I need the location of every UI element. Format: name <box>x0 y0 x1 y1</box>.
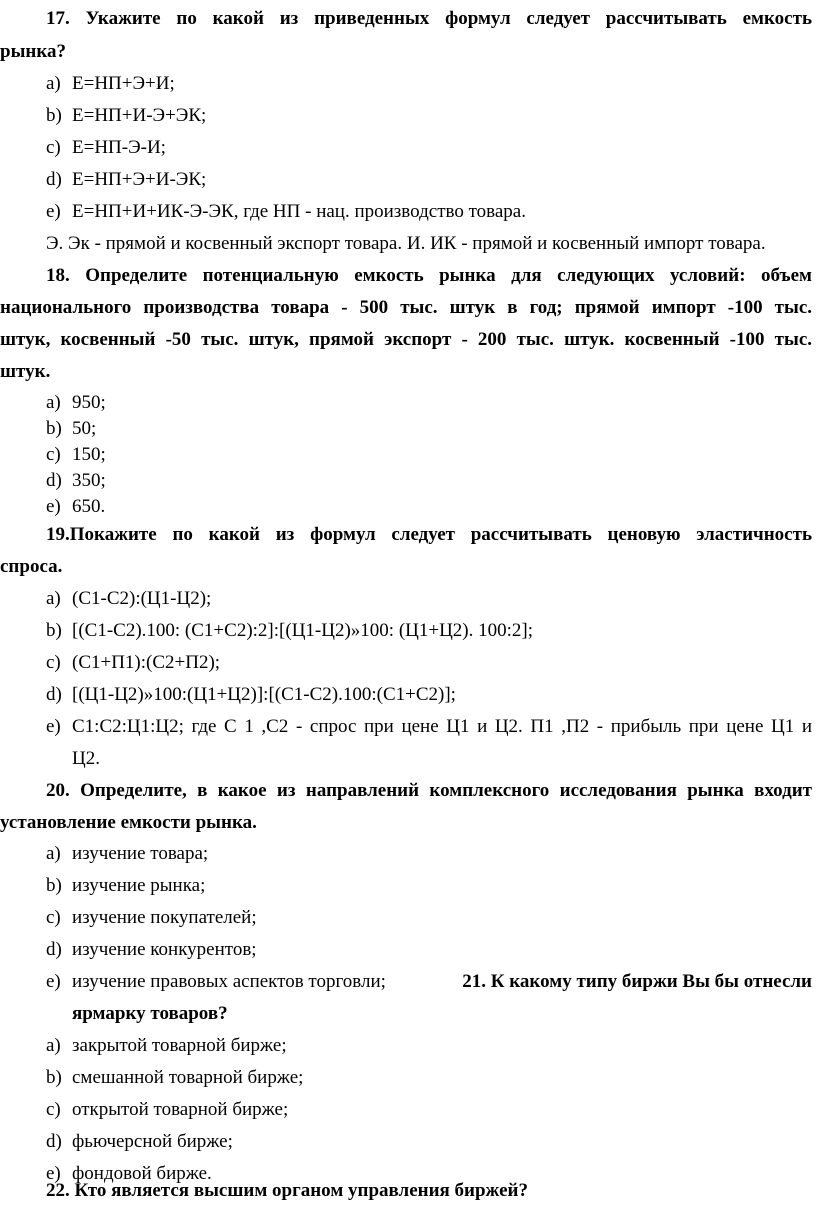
option-label: d) <box>46 684 62 705</box>
option-text: изучение конкурентов; <box>72 939 257 960</box>
option-text: изучение рынка; <box>72 875 206 896</box>
q20-title-line-1: 20. Определите, в какое из направлений комплексного исследования рынка входит <box>46 780 812 801</box>
q17-title-line-1: 17. Укажите по какой из приведенных формул следует рассчитывать емкость <box>46 8 812 29</box>
option-text: 950; <box>72 392 106 413</box>
option-label: c) <box>46 444 61 465</box>
option-label: a) <box>46 843 61 864</box>
option-text: закрытой товарной бирже; <box>72 1035 287 1056</box>
option-label: c) <box>46 907 61 928</box>
option-text: С1:С2:Ц1:Ц2; где С 1 ,С2 - спрос при цене Ц1 и Ц2. П1 ,П2 - прибыль при цене Ц1 и <box>72 716 812 737</box>
q19-option-e <box>46 716 812 738</box>
option-label: d) <box>46 1131 62 1152</box>
option-label: b) <box>46 1067 62 1088</box>
option-text: Е=НП-Э-И; <box>72 137 166 158</box>
option-label: b) <box>46 418 62 439</box>
option-text: фьючерсной бирже; <box>72 1131 233 1152</box>
q17-note: Э. Эк - прямой и косвенный экспорт товара. И. ИК - прямой и косвенный импорт товара. <box>46 233 766 254</box>
option-text: Е=НП+И+ИК-Э-ЭК, где НП - нац. производство товара. <box>72 201 526 222</box>
option-text: 150; <box>72 444 106 465</box>
q19-title-line-1: 19.Покажите по какой из формул следует рассчитывать ценовую эластичность <box>46 524 812 545</box>
q18-title-line-3: штук, косвенный -50 тыс. штук, прямой экспорт - 200 тыс. штук. косвенный -100 тыс. <box>0 329 812 350</box>
option-label: e) <box>46 716 61 737</box>
q17-title-line-2: рынка? <box>0 41 67 62</box>
option-label: d) <box>46 470 62 491</box>
q18-title-line-2: национального производства товара - 500 тыс. штук в год; прямой импорт -100 тыс. <box>0 297 812 318</box>
option-label: e) <box>46 971 61 992</box>
option-text: 650. <box>72 496 106 517</box>
option-text: (С1-С2):(Ц1-Ц2); <box>72 588 212 609</box>
q20-title-line-2: установление емкости рынка. <box>0 812 257 833</box>
option-label: d) <box>46 169 62 190</box>
option-label: a) <box>46 1035 61 1056</box>
option-label: e) <box>46 496 61 517</box>
option-label: a) <box>46 588 61 609</box>
option-text: Е=НП+Э+И-ЭК; <box>72 169 207 190</box>
option-text: изучение правовых аспектов торговли; <box>72 971 386 992</box>
option-text: изучение покупателей; <box>72 907 257 928</box>
option-label: a) <box>46 73 61 94</box>
option-label: e) <box>46 1163 61 1184</box>
q19-title-line-2: спроса. <box>0 556 63 577</box>
option-label: c) <box>46 1099 61 1120</box>
q19-option-e-continuation: Ц2. <box>72 748 100 769</box>
option-label: c) <box>46 137 61 158</box>
option-text: (С1+П1):(С2+П2); <box>72 652 221 673</box>
option-label: c) <box>46 652 61 673</box>
q21-title-line-1: 21. К какому типу биржи Вы бы отнесли <box>462 971 812 992</box>
option-text: 50; <box>72 418 97 439</box>
option-text: фондовой бирже. <box>72 1163 212 1184</box>
option-text: изучение товара; <box>72 843 209 864</box>
q18-title-line-1: 18. Определите потенциальную емкость рынка для следующих условий: объем <box>46 265 812 286</box>
q18-title-line-4: штук. <box>0 361 51 382</box>
option-label: a) <box>46 392 61 413</box>
option-label: b) <box>46 620 62 641</box>
option-text: 350; <box>72 470 106 491</box>
option-text: [(С1-С2).100: (С1+С2):2]:[(Ц1-Ц2)»100: (Ц1+Ц2). 100:2]; <box>72 620 534 641</box>
option-label: b) <box>46 105 62 126</box>
q21-title-line-2: ярмарку товаров? <box>72 1003 228 1024</box>
option-text: открытой товарной бирже; <box>72 1099 289 1120</box>
q22-title: 22. Кто является высшим органом управления биржей? <box>46 1180 528 1201</box>
option-text: [(Ц1-Ц2)»100:(Ц1+Ц2)]:[(С1-С2).100:(С1+С2)]; <box>72 684 456 705</box>
option-label: d) <box>46 939 62 960</box>
option-text: Е=НП+Э+И; <box>72 73 175 94</box>
option-label: e) <box>46 201 61 222</box>
option-label: b) <box>46 875 62 896</box>
option-text: Е=НП+И-Э+ЭК; <box>72 105 207 126</box>
option-text: смешанной товарной бирже; <box>72 1067 304 1088</box>
